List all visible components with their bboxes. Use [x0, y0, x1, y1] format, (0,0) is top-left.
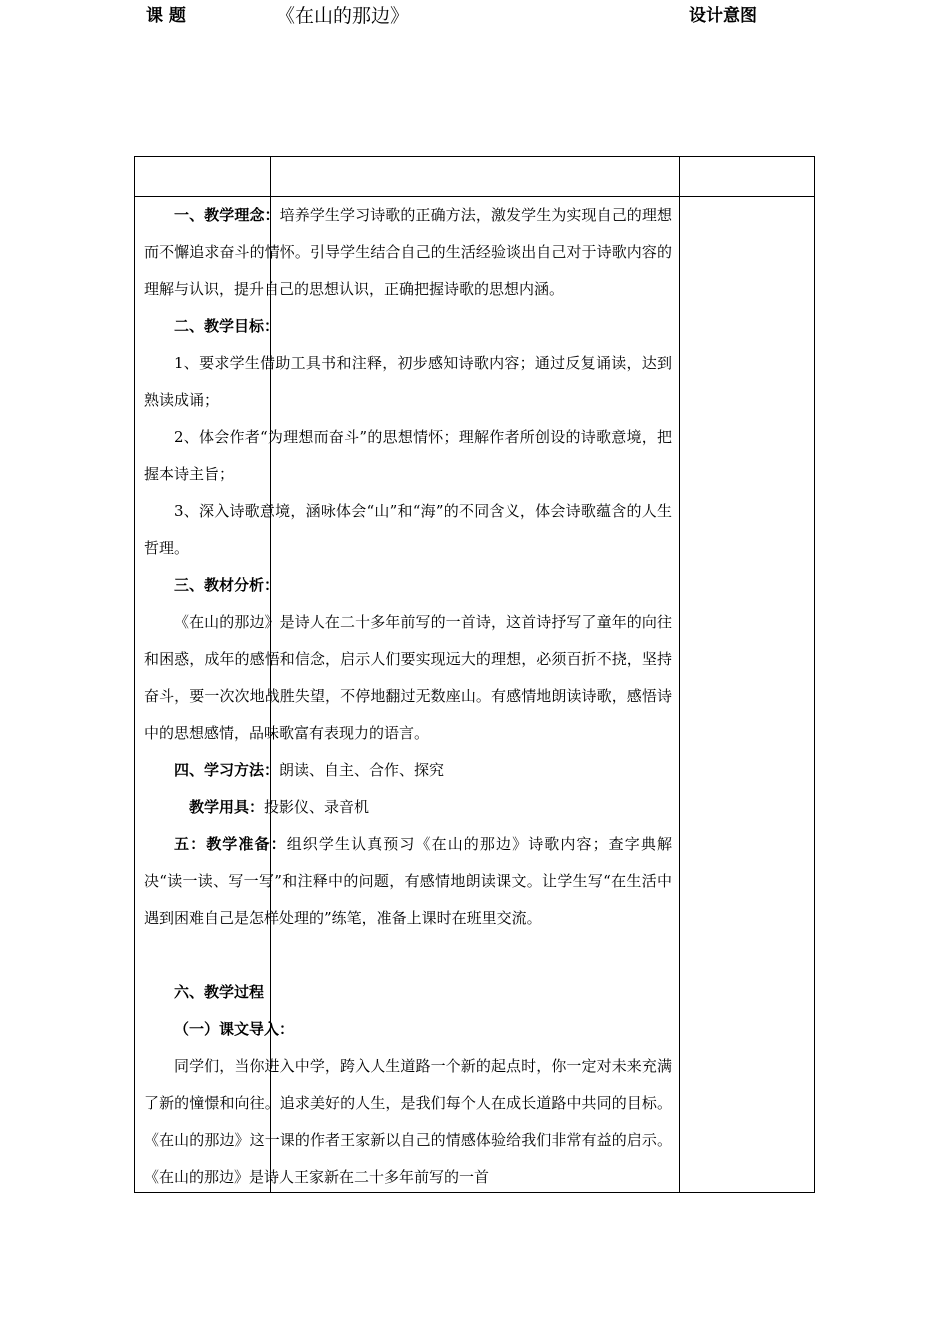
introduction-text: 同学们，当你进入中学，跨入人生道路一个新的起点时，你一定对未来充满了新的憧憬和向往。追求美好的人生，是我们每个人在成长道路中共同的目标。《在山的那边》这一课的作者王家新以自己的情感体验给我们非常有益的启示。《在山的那边》是诗人王家新在二十多年前写的一首 — [144, 1057, 672, 1186]
teaching-tools — [144, 789, 672, 826]
material-analysis-text: 《在山的那边》是诗人在二十多年前写的一首诗，这首诗抒写了童年的向往和困惑，成年的感悟和信念，启示人们要实现远大的理想，必须百折不挠，坚持奋斗，要一次次地战胜失望，不停地翻过无数座山。有感情地朗读诗歌，感悟诗中的思想感情，品味歌富有表现力的语言。 — [144, 613, 672, 742]
material-analysis-heading — [144, 567, 672, 604]
paragraph-text: 培养学生学习诗歌的正确方法，激发学生为实现自己的理想而不懈追求奋斗的情怀。引导学生结合自己的生活经验谈出自己对于诗歌内容的理解与认识，提升自己的思想认识，正确把握诗歌的思想内涵。 — [144, 206, 672, 298]
teaching-goals-heading — [144, 308, 672, 345]
blank-line — [144, 937, 672, 974]
section-heading: 三、教材分析： — [174, 576, 280, 594]
goal-item-2: 2、体会作者“为理想而奋斗”的思想情怀；理解作者所创设的诗歌意境，把握本诗主旨； — [144, 428, 672, 483]
section-heading: 五：教学准备： — [174, 835, 287, 853]
section-heading: 一、教学理念： — [174, 206, 280, 224]
section-heading: 六、教学过程 — [174, 983, 265, 1001]
lesson-content — [144, 197, 672, 1196]
paragraph-text: 组织学生认真预习《在山的那边》诗歌内容；查字典解决“读一读、写一写”和注释中的问题，有感情地朗读课文。让学生写“在生活中遇到困难自己是怎样处理的”练笔，准备上课时在班里交流。 — [144, 835, 672, 927]
goal-item-3: 3、深入诗歌意境，涵咏体会“山”和“海”的不同含义，体会诗歌蕴含的人生哲理。 — [144, 502, 672, 557]
topic-label: 课 题 — [146, 6, 186, 26]
learning-methods — [144, 752, 672, 789]
lesson-title: 《在山的那边》 — [276, 5, 410, 27]
section-heading: 教学用具： — [189, 798, 265, 816]
column-divider-design — [679, 157, 680, 1192]
section-heading: （一）课文导入： — [174, 1020, 295, 1038]
teaching-process-heading — [144, 974, 672, 1011]
paragraph-text: 朗读、自主、合作、探究 — [279, 761, 445, 779]
section-heading: 四、学习方法： — [174, 761, 280, 779]
introduction-heading — [144, 1011, 672, 1048]
goal-item-1: 1、要求学生借助工具书和注释，初步感知诗歌内容；通过反复诵读，达到熟读成诵； — [144, 354, 672, 409]
design-intent-label: 设计意图 — [689, 6, 757, 26]
section-heading: 二、教学目标： — [174, 317, 280, 335]
teaching-preparation — [144, 826, 672, 937]
teaching-philosophy — [144, 197, 672, 308]
paragraph-text: 投影仪、录音机 — [264, 798, 370, 816]
